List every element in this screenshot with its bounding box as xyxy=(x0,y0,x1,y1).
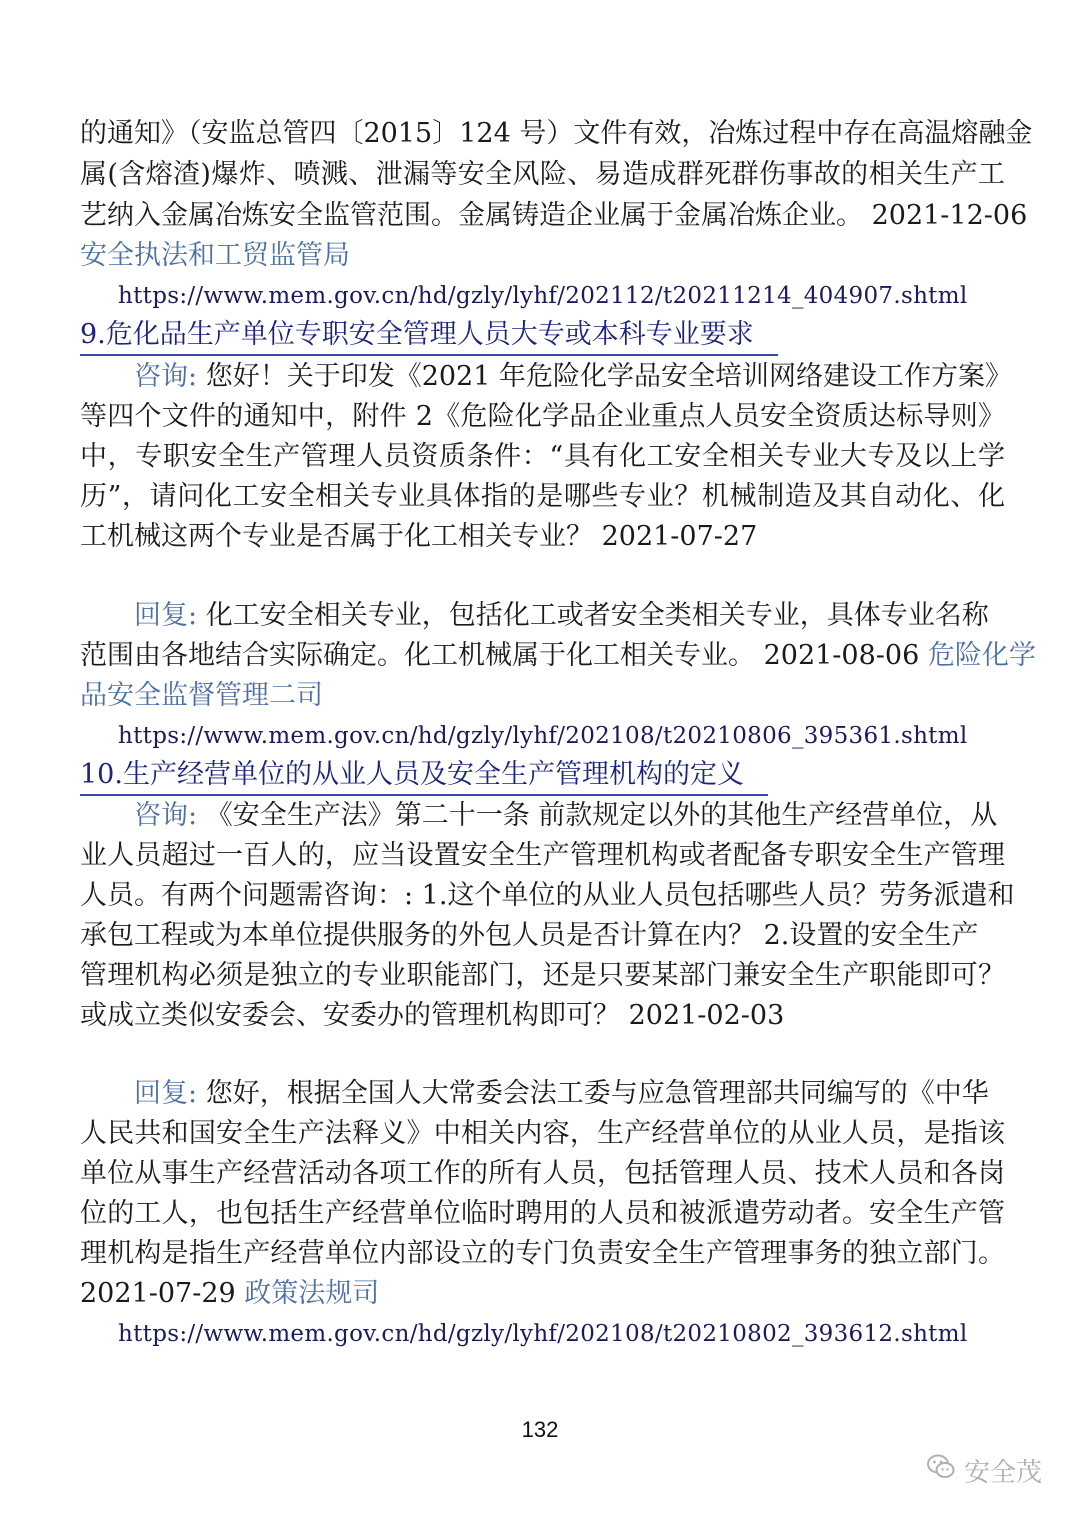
text-line: 或成立类似安委会、安委办的管理机构即可？ 2021-02-03 xyxy=(80,1000,785,1031)
source-url[interactable]: https://www.mem.gov.cn/hd/gzly/lyhf/202108/t20210806_395361.shtml xyxy=(118,723,968,749)
text-line: 单位从事生产经营活动各项工作的所有人员，包括管理人员、技术人员和各岗 xyxy=(80,1158,1005,1189)
consult-label: 咨询: xyxy=(134,361,198,392)
text-line: 业人员超过一百人的，应当设置安全生产管理机构或者配备专职安全生产管理 xyxy=(80,840,1005,871)
reply-paragraph-line xyxy=(134,596,989,636)
consult-text: 您好！关于印发《2021 年危险化学品安全培训网络建设工作方案》 xyxy=(205,361,1012,392)
reply-date: 2021-07-29 xyxy=(80,1278,236,1309)
reply-text: 范围由各地结合实际确定。化工机械属于化工相关专业。 2021-08-06 xyxy=(80,640,920,671)
reply-paragraph-line xyxy=(134,1074,989,1114)
consult-paragraph-line xyxy=(134,796,997,836)
consult-paragraph-line xyxy=(134,357,1012,397)
text-line: 理机构是指生产经营单位内部设立的专门负责安全生产管理事务的独立部门。 xyxy=(80,1238,1005,1269)
text-line: 等四个文件的通知中，附件 2《危险化学品企业重点人员安全资质达标导则》 xyxy=(80,401,1005,432)
text-line: 中，专职安全生产管理人员资质条件：“具有化工安全相关专业大专及以上学 xyxy=(80,441,1005,472)
text-line: 历”，请问化工安全相关专业具体指的是哪些专业？机械制造及其自动化、化 xyxy=(80,481,1005,512)
department-label: 安全执法和工贸监管局 xyxy=(80,240,350,271)
text-line: 的通知》（安监总管四〔2015〕124 号）文件有效，冶炼过程中存在高温熔融金 xyxy=(80,118,1033,149)
page-number: 132 xyxy=(521,1417,559,1442)
text-line: 工机械这两个专业是否属于化工相关专业？ 2021-07-27 xyxy=(80,521,758,552)
source-url[interactable]: https://www.mem.gov.cn/hd/gzly/lyhf/202108/t20210802_393612.shtml xyxy=(118,1321,968,1347)
brand-watermark xyxy=(926,1452,1042,1489)
text-line: 位的工人，也包括生产经营单位临时聘用的人员和被派遣劳动者。安全生产管 xyxy=(80,1198,1005,1229)
text-line: 艺纳入金属冶炼安全监管范围。金属铸造企业属于金属冶炼企业。 2021-12-06 xyxy=(80,200,1028,231)
text-line: 人民共和国安全生产法释义》中相关内容，生产经营单位的从业人员，是指该 xyxy=(80,1118,1005,1149)
text-line: 管理机构必须是独立的专业职能部门，还是只要某部门兼安全生产职能即可？ xyxy=(80,960,1005,991)
consult-text: 《安全生产法》第二十一条 前款规定以外的其他生产经营单位，从 xyxy=(205,800,998,831)
text-line: 人员。有两个问题需咨询：: 1.这个单位的从业人员包括哪些人员？劳务派遣和 xyxy=(80,880,1015,911)
wechat-icon xyxy=(926,1452,956,1489)
department-label: 政策法规司 xyxy=(244,1278,380,1309)
consult-label: 咨询: xyxy=(134,800,198,831)
brand-name: 安全茂 xyxy=(963,1458,1042,1488)
department-label: 危险化学 xyxy=(927,640,1036,671)
text-line: 属(含熔渣)爆炸、喷溅、泄漏等安全风险、易造成群死群伤事故的相关生产工 xyxy=(80,159,1005,190)
reply-label: 回复: xyxy=(134,600,198,631)
source-url[interactable]: https://www.mem.gov.cn/hd/gzly/lyhf/202112/t20211214_404907.shtml xyxy=(118,283,968,309)
text-line xyxy=(80,1274,379,1314)
question-heading[interactable]: 10.生产经营单位的从业人员及安全生产管理机构的定义 xyxy=(80,756,768,796)
question-heading[interactable]: 9.危化品生产单位专职安全管理人员大专或本科专业要求 xyxy=(80,316,778,356)
text-line xyxy=(80,636,1036,676)
reply-label: 回复: xyxy=(134,1078,198,1109)
department-label: 品安全监督管理二司 xyxy=(80,680,323,711)
text-line: 承包工程或为本单位提供服务的外包人员是否计算在内？ 2.设置的安全生产 xyxy=(80,920,979,951)
reply-text: 化工安全相关专业，包括化工或者安全类相关专业，具体专业名称 xyxy=(205,600,989,631)
reply-text: 您好，根据全国人大常委会法工委与应急管理部共同编写的《中华 xyxy=(205,1078,989,1109)
